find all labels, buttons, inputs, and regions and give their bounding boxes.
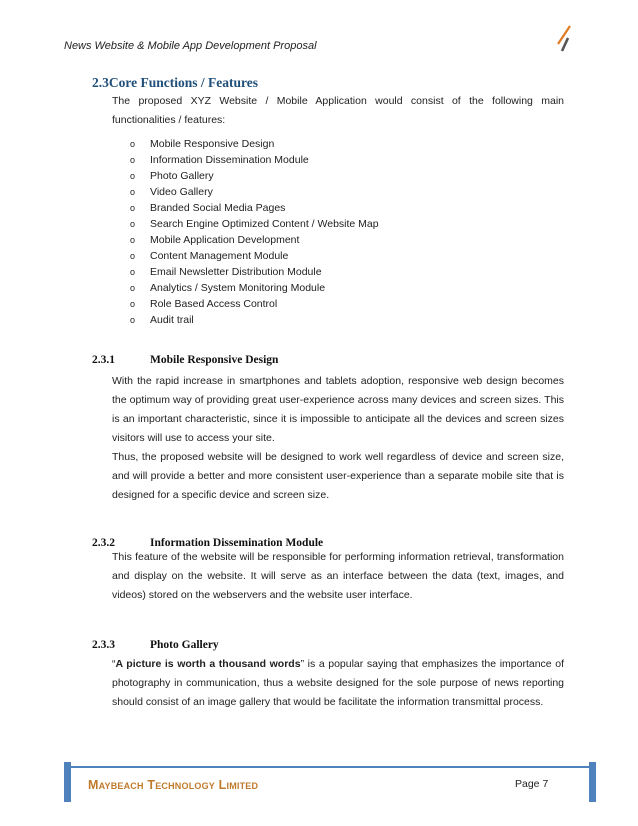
bullet-icon: o — [130, 251, 136, 261]
feature-list-item — [130, 264, 379, 280]
subsection-title: Mobile Responsive Design — [150, 354, 279, 366]
bullet-icon: o — [130, 235, 136, 245]
subsection-number: 2.3.2 — [92, 537, 115, 549]
feature-label: Mobile Responsive Design — [150, 138, 275, 150]
feature-list-item — [130, 216, 379, 232]
feature-label: Analytics / System Monitoring Module — [150, 282, 326, 294]
bullet-icon: o — [130, 283, 136, 293]
feature-list-item — [130, 152, 379, 168]
feature-label: Content Management Module — [150, 250, 289, 262]
bullet-icon: o — [130, 203, 136, 213]
bullet-icon: o — [130, 267, 136, 277]
bullet-icon: o — [130, 299, 136, 309]
logo-icon — [548, 24, 576, 54]
section-title: Core Functions / Features — [108, 75, 258, 90]
subsection-number: 2.3.3 — [92, 639, 115, 651]
close-quote: ” — [300, 658, 305, 670]
bullet-icon: o — [130, 139, 136, 149]
subsection-title: Photo Gallery — [150, 639, 219, 651]
paragraph-info-dissemination: This feature of the website will be responsible for performing information retrieval, transformation and display on the website. It will serve as an interface between the data (text, images, and videos) stored on the webservers and the website user interface. — [112, 551, 564, 601]
feature-label: Mobile Application Development — [150, 234, 300, 246]
feature-list-item — [130, 312, 379, 328]
section-number: 2.3 — [92, 75, 109, 90]
subsection-heading-2-3-1 — [92, 354, 278, 366]
bullet-icon: o — [130, 187, 136, 197]
feature-list-item — [130, 280, 379, 296]
quote-text: A picture is worth a thousand words — [115, 658, 301, 670]
footer-company-name: Maybeach Technology Limited — [88, 778, 259, 792]
subsection-heading-2-3-3 — [92, 639, 219, 651]
feature-label: Information Dissemination Module — [150, 154, 309, 166]
feature-label: Video Gallery — [150, 186, 213, 198]
subsection-title: Information Dissemination Module — [150, 537, 324, 549]
feature-list-item — [130, 296, 379, 312]
feature-list-item — [130, 200, 379, 216]
feature-list-item — [130, 184, 379, 200]
feature-list-item — [130, 232, 379, 248]
footer-left-bar — [64, 762, 71, 802]
document-header-title: News Website & Mobile App Development Proposal — [64, 40, 317, 52]
subsection-number: 2.3.1 — [92, 354, 115, 366]
feature-list-item — [130, 136, 379, 152]
feature-label: Email Newsletter Distribution Module — [150, 266, 322, 278]
paragraph-photo-gallery-rest: is a popular saying that emphasizes the importance of photography in communication, thus a website designed for the sole purpose of news reporting should consist of an image gallery that would be facilitate the information transmittal process. — [112, 658, 564, 708]
feature-label: Role Based Access Control — [150, 298, 278, 310]
feature-list-item — [130, 248, 379, 264]
open-quote: “ — [112, 658, 116, 670]
footer-divider — [64, 766, 596, 768]
paragraph-photo-gallery — [112, 655, 564, 712]
paragraph-responsive-2: Thus, the proposed website will be designed to work well regardless of device and screen size, and will provide a better and more consistent user-experience than a separate mobile site that is designed for a specific device and screen size. — [112, 451, 564, 501]
bullet-icon: o — [130, 219, 136, 229]
feature-label: Audit trail — [150, 314, 194, 326]
section-heading — [92, 75, 258, 91]
feature-label: Photo Gallery — [150, 170, 214, 182]
feature-list-item — [130, 168, 379, 184]
paragraph-responsive-1: With the rapid increase in smartphones and tablets adoption, responsive web design becomes the optimum way of providing great user-experience across many devices and screen sizes. This is an important characteristic, since it is impossible to anticipate all the devices and screen sizes visitors will use to access your site. — [112, 375, 564, 444]
footer-right-bar — [589, 762, 596, 802]
footer-page-number: Page 7 — [515, 778, 549, 790]
feature-label: Branded Social Media Pages — [150, 202, 286, 214]
bullet-icon: o — [130, 171, 136, 181]
section-intro: The proposed XYZ Website / Mobile Application would consist of the following main functionalities / features: — [112, 95, 564, 126]
feature-list — [130, 136, 379, 328]
bullet-icon: o — [130, 315, 136, 325]
feature-label: Search Engine Optimized Content / Website Map — [150, 218, 379, 230]
bullet-icon: o — [130, 155, 136, 165]
